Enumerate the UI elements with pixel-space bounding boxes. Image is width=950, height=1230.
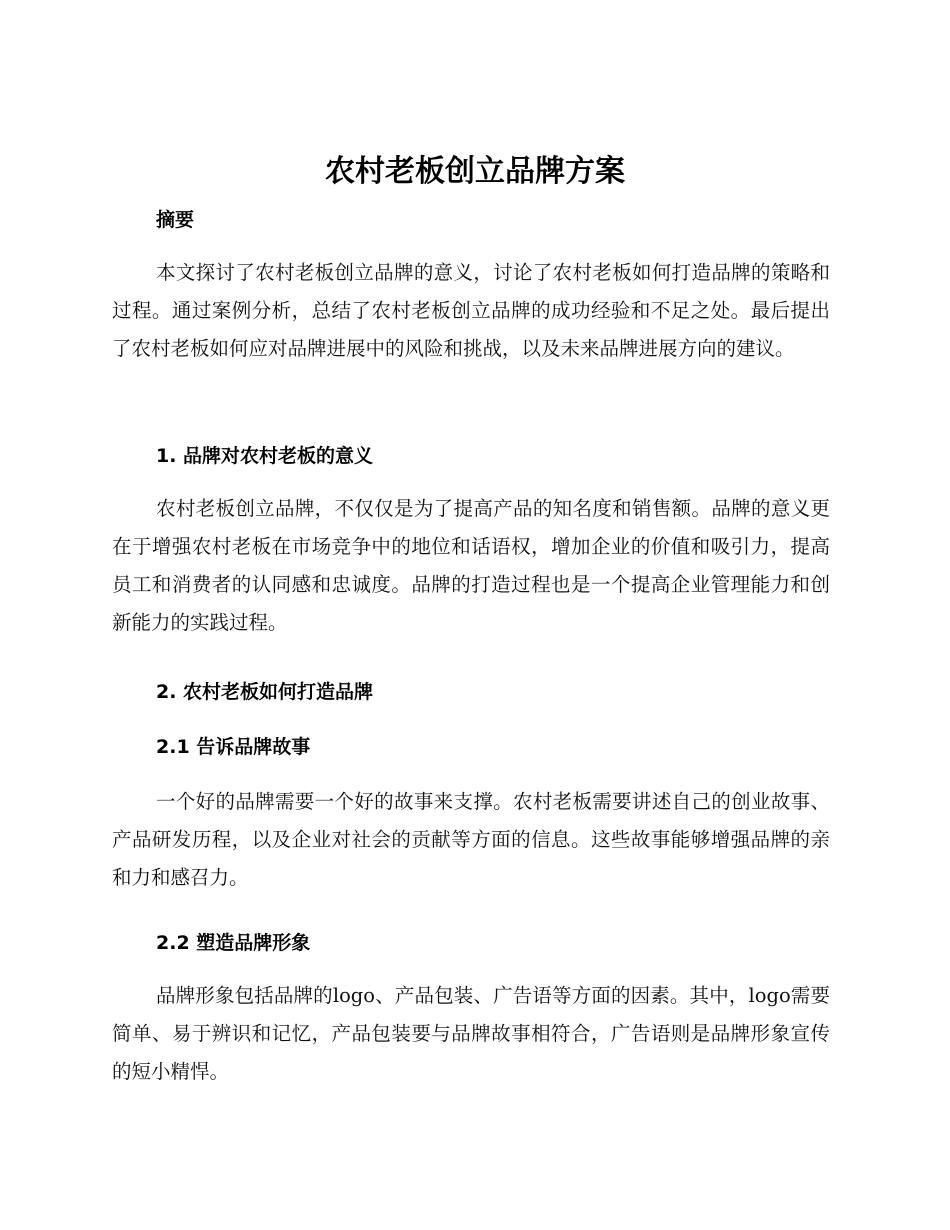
subsection-heading: 2.1 告诉品牌故事 (156, 736, 311, 758)
section-2-1-body-block (112, 783, 830, 897)
abstract-block (112, 254, 830, 368)
section-2-2-body-block (112, 977, 830, 1091)
subsection-heading: 2.2 塑造品牌形象 (156, 932, 311, 954)
section-1-heading-block (112, 441, 830, 471)
abstract-heading-block (112, 205, 830, 235)
abstract-paragraph: 本文探讨了农村老板创立品牌的意义，讨论了农村老板如何打造品牌的策略和过程。通过案例分析，总结了农村老板创立品牌的成功经验和不足之处。最后提出了农村老板如何应对品牌进展中的风险和挑战，以及未来品牌进展方向的建议。 (112, 261, 830, 360)
section-2-1-heading-block (112, 732, 830, 762)
section-1-body-block (112, 490, 830, 642)
section-heading: 2. 农村老板如何打造品牌 (156, 681, 374, 703)
section-paragraph: 一个好的品牌需要一个好的故事来支撑。农村老板需要讲述自己的创业故事、产品研发历程，以及企业对社会的贡献等方面的信息。这些故事能够增强品牌的亲和力和感召力。 (112, 790, 830, 889)
document-title: 农村老板创立品牌方案 (325, 154, 625, 189)
section-paragraph: 品牌形象包括品牌的logo、产品包装、广告语等方面的因素。其中，logo需要简单、易于辨识和记忆，产品包装要与品牌故事相符合，广告语则是品牌形象宣传的短小精悍。 (112, 984, 830, 1083)
section-paragraph: 农村老板创立品牌，不仅仅是为了提高产品的知名度和销售额。品牌的意义更在于增强农村老板在市场竞争中的地位和话语权，增加企业的价值和吸引力，提高员工和消费者的认同感和忠诚度。品牌的打造过程也是一个提高企业管理能力和创新能力的实践过程。 (112, 497, 830, 634)
abstract-heading: 摘要 (156, 209, 195, 231)
section-2-2-heading-block (112, 928, 830, 958)
section-2-heading-block (112, 677, 830, 707)
section-heading: 1. 品牌对农村老板的意义 (156, 445, 374, 467)
